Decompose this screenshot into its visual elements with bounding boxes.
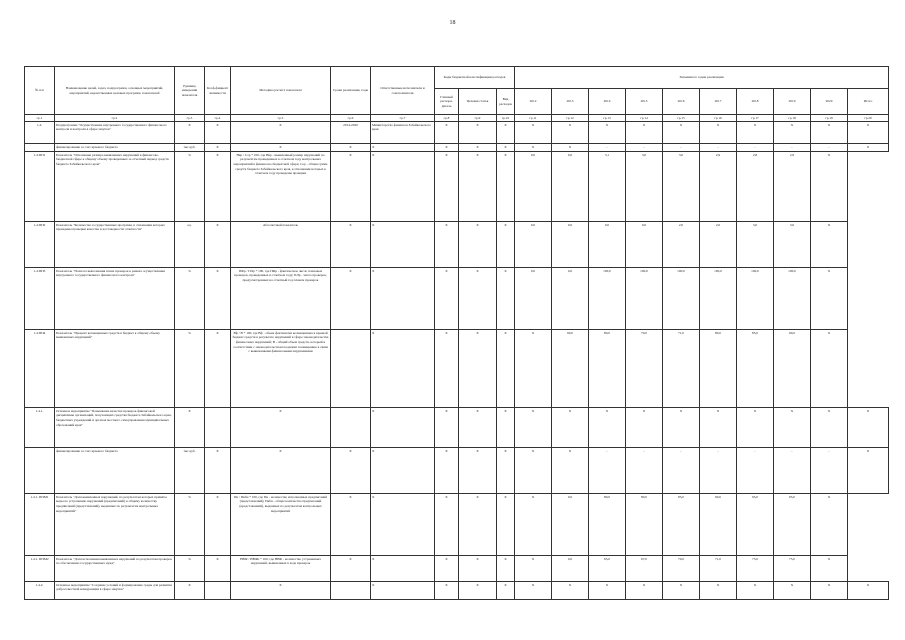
table-cell: 100,0 bbox=[737, 268, 774, 330]
column-number: гр.2 bbox=[55, 115, 175, 122]
table-cell: тыс.руб. bbox=[175, 144, 205, 152]
page-number: 18 bbox=[449, 20, 456, 26]
table-cell: X bbox=[552, 408, 589, 448]
table-cell: 1.4.ПП3 bbox=[25, 268, 55, 330]
table-cell: X bbox=[205, 144, 231, 152]
table-cell: 90,0 bbox=[774, 330, 811, 408]
table-cell: X bbox=[589, 122, 626, 144]
table-cell: 0,0 bbox=[515, 152, 552, 222]
table-cell: 80,0 bbox=[700, 330, 737, 408]
table-cell: 90,0 bbox=[552, 330, 589, 408]
column-number: гр.17 bbox=[737, 115, 774, 122]
table-cell: 100,0 bbox=[663, 268, 700, 330]
table-cell: 100,0 bbox=[589, 268, 626, 330]
table-cell: - bbox=[663, 144, 700, 152]
table-cell: Министерство финансов Забайкальского края bbox=[371, 122, 435, 144]
table-cell: % bbox=[175, 330, 205, 408]
column-number: гр.14 bbox=[626, 115, 663, 122]
table-cell: X bbox=[331, 144, 371, 152]
table-cell: 2,8 bbox=[737, 152, 774, 222]
table-cell: 2,0 bbox=[663, 222, 700, 268]
table-cell: X bbox=[231, 582, 331, 600]
table-cell: X bbox=[459, 448, 497, 494]
table-cell: 1.4.1. bbox=[25, 408, 55, 448]
table-cell bbox=[331, 582, 371, 600]
table-cell: X bbox=[848, 448, 889, 494]
table-cell: 90,0 bbox=[700, 494, 737, 556]
table-cell: X bbox=[435, 122, 459, 144]
column-number: гр.13 bbox=[589, 115, 626, 122]
table-cell: Нвр / Сор * 100, где Нвр - выявленный размер нарушений по результатам проведенных в отчетном году контрольных мероприятий в финансово-бюджетной сфере; Сор - общая сумма средств бюджета Забайкальского края, в отношении которых в отчетном году проведены проверки bbox=[231, 152, 331, 222]
table-cell: % bbox=[175, 268, 205, 330]
table-cell: 0,0 bbox=[626, 222, 663, 268]
table-cell bbox=[25, 144, 55, 152]
header-year: 2015 bbox=[626, 89, 663, 115]
table-cell: X bbox=[848, 122, 889, 144]
header-budget-col: Вид расходов bbox=[497, 89, 515, 115]
table-cell: X bbox=[331, 494, 371, 556]
table-cell: X bbox=[175, 408, 205, 448]
table-cell: - bbox=[811, 144, 848, 152]
table-cell: 1.4.1. ППМ1 bbox=[25, 494, 55, 556]
table-cell: X bbox=[552, 448, 589, 494]
table-cell: финансирование за счет краевого бюджета bbox=[55, 144, 175, 152]
column-number: гр.1 bbox=[25, 115, 55, 122]
table-cell: 1.4. bbox=[25, 122, 55, 144]
table-cell: - bbox=[811, 448, 848, 494]
table-cell: X bbox=[848, 144, 889, 152]
table-cell bbox=[25, 448, 55, 494]
table-cell: X bbox=[552, 582, 589, 600]
table-cell: Подпрограмма "Осуществление внутреннего государственного финансового контроля и контроля в сфере закупок" bbox=[55, 122, 175, 144]
column-number: гр.15 bbox=[663, 115, 700, 122]
column-number: гр.9 bbox=[459, 115, 497, 122]
table-cell: X bbox=[435, 144, 459, 152]
table-cell: X bbox=[589, 408, 626, 448]
table-cell: X bbox=[811, 122, 848, 144]
header-years-group: Значения по годам реализации bbox=[515, 67, 889, 89]
table-cell: 1.4.ПП1 bbox=[25, 152, 55, 222]
table-cell: - bbox=[589, 448, 626, 494]
table-cell: X bbox=[371, 582, 435, 600]
table-cell: 3,0 bbox=[663, 152, 700, 222]
table-cell: тыс.руб. bbox=[175, 448, 205, 494]
table-cell: X bbox=[811, 222, 848, 268]
table-cell: X bbox=[497, 144, 515, 152]
table-cell: X bbox=[626, 408, 663, 448]
table-cell: X bbox=[626, 122, 663, 144]
table-cell: X bbox=[774, 408, 811, 448]
table-cell: X bbox=[497, 556, 515, 582]
table-cell: 75,0 bbox=[737, 556, 774, 582]
header-year: 2019 bbox=[774, 89, 811, 115]
table-cell: X bbox=[435, 268, 459, 330]
table-cell: X bbox=[459, 408, 497, 448]
table-cell: X bbox=[848, 408, 889, 448]
table-cell: 85,0 bbox=[663, 494, 700, 556]
table-cell: X bbox=[497, 152, 515, 222]
table-cell: X bbox=[811, 330, 848, 408]
table-cell: X bbox=[515, 330, 552, 408]
table-cell: Показатель "Полнота выполнения плана проверок в рамках осуществления внутреннего государственного финансового контроля" bbox=[55, 268, 175, 330]
header-executor: Ответственные исполнители и соисполнители bbox=[371, 67, 435, 115]
table-cell: 95,0 bbox=[774, 494, 811, 556]
table-cell: X bbox=[435, 448, 459, 494]
column-number: гр.4 bbox=[205, 115, 231, 122]
table-cell: 0,0 bbox=[552, 222, 589, 268]
table-cell: Показатель "Доля исполнения выявленных нарушений по результатам проверок по обеспечению государственных нужд" bbox=[55, 556, 175, 582]
header-row-top bbox=[25, 67, 889, 89]
table-cell: X bbox=[175, 122, 205, 144]
column-number: гр.5 bbox=[231, 115, 331, 122]
table-cell: X bbox=[459, 152, 497, 222]
header-year: Итого bbox=[848, 89, 889, 115]
table-cell bbox=[205, 582, 231, 600]
table-cell: 80,0 bbox=[626, 494, 663, 556]
program-table-wrapper bbox=[24, 66, 884, 600]
table-cell: 85,0 bbox=[737, 330, 774, 408]
table-cell: X bbox=[811, 408, 848, 448]
table-cell: X bbox=[700, 122, 737, 144]
header-unit: Единица измерения показателя bbox=[175, 67, 205, 115]
table-cell: X bbox=[737, 582, 774, 600]
table-cell: - bbox=[700, 448, 737, 494]
table-cell: 71,0 bbox=[700, 556, 737, 582]
table-row bbox=[25, 556, 889, 582]
table-cell bbox=[205, 408, 231, 448]
table-cell: X bbox=[175, 582, 205, 600]
header-no: № п/п bbox=[25, 67, 55, 115]
table-cell: X bbox=[700, 582, 737, 600]
column-number: гр.8 bbox=[435, 115, 459, 122]
table-cell: 75,0 bbox=[774, 556, 811, 582]
table-cell: 3,0 bbox=[737, 222, 774, 268]
table-body bbox=[25, 122, 889, 600]
header-year: 2012 bbox=[515, 89, 552, 115]
table-cell: - bbox=[737, 144, 774, 152]
table-cell: 0,0 bbox=[515, 268, 552, 330]
table-cell: - bbox=[774, 448, 811, 494]
header-method: Методика расчета показателя bbox=[231, 67, 331, 115]
table-cell: X bbox=[331, 222, 371, 268]
table-cell: X bbox=[205, 330, 231, 408]
table-cell: X bbox=[371, 152, 435, 222]
table-row bbox=[25, 122, 889, 144]
table-cell: X bbox=[231, 144, 331, 152]
header-year: 2017 bbox=[700, 89, 737, 115]
table-cell: - bbox=[626, 144, 663, 152]
program-indicators-table bbox=[24, 66, 889, 600]
table-cell: X bbox=[589, 582, 626, 600]
table-cell: 95,0 bbox=[737, 494, 774, 556]
column-number: гр.6 bbox=[331, 115, 371, 122]
column-number-row bbox=[25, 115, 889, 122]
table-row bbox=[25, 494, 889, 556]
table-cell: 1.4.ПП2 bbox=[25, 222, 55, 268]
column-number: гр.18 bbox=[774, 115, 811, 122]
table-cell: % bbox=[175, 556, 205, 582]
table-cell: 0,0 bbox=[552, 556, 589, 582]
table-cell: X bbox=[435, 582, 459, 600]
table-cell: X bbox=[371, 448, 435, 494]
table-cell: X bbox=[371, 494, 435, 556]
table-cell: Показатель "Количество государственных программ, в отношении которых проведены проверки качества и достоверности отчетности" bbox=[55, 222, 175, 268]
table-cell: Абсолютный показатель bbox=[231, 222, 331, 268]
table-row bbox=[25, 408, 889, 448]
header-name: Наименование целей, задач, подпрограмм, основных мероприятий, мероприятий, ведомственных целевых программ, показателей bbox=[55, 67, 175, 115]
table-cell: X bbox=[371, 144, 435, 152]
table-cell: X bbox=[811, 152, 848, 222]
table-cell: X bbox=[515, 144, 552, 152]
table-cell: X bbox=[459, 122, 497, 144]
table-cell: НВФ / НВФп * 100, где НВФ - количество устраненных нарушений, выявленных в ходе проверок bbox=[231, 556, 331, 582]
table-row bbox=[25, 448, 889, 494]
table-cell: - bbox=[774, 144, 811, 152]
column-number: гр.3 bbox=[175, 115, 205, 122]
table-cell: X bbox=[515, 582, 552, 600]
table-cell: X bbox=[663, 408, 700, 448]
table-cell: Показатель "Доля выявленных нарушений, по результатам которых приняты меры по устранению нарушений (предписаний) к общему количеству предписаний (представлений), выданных по результатам контрольных мероприятий" bbox=[55, 494, 175, 556]
table-cell: X bbox=[205, 268, 231, 330]
table-cell: X bbox=[435, 330, 459, 408]
table-cell: X bbox=[515, 556, 552, 582]
table-cell: 0,0 bbox=[552, 494, 589, 556]
table-cell: X bbox=[497, 494, 515, 556]
table-cell bbox=[331, 330, 371, 408]
table-cell: X bbox=[700, 408, 737, 448]
table-cell: % bbox=[175, 494, 205, 556]
table-cell: X bbox=[515, 122, 552, 144]
table-cell: X bbox=[811, 494, 848, 556]
table-cell: X bbox=[205, 556, 231, 582]
table-cell: X bbox=[371, 408, 435, 448]
table-cell: 0,0 bbox=[552, 268, 589, 330]
table-cell: 100,0 bbox=[626, 268, 663, 330]
header-year: 2014 bbox=[589, 89, 626, 115]
table-cell: X bbox=[459, 222, 497, 268]
table-cell: 70,0 bbox=[626, 330, 663, 408]
table-cell: X bbox=[774, 122, 811, 144]
table-cell: X bbox=[331, 448, 371, 494]
table-cell: 1.4.1. ППМ2 bbox=[25, 556, 55, 582]
table-cell: X bbox=[459, 556, 497, 582]
table-cell: 70,0 bbox=[663, 556, 700, 582]
table-cell: X bbox=[663, 582, 700, 600]
table-cell: 0,0 bbox=[589, 222, 626, 268]
table-cell: финансирование за счет краевого бюджета bbox=[55, 448, 175, 494]
table-row bbox=[25, 152, 889, 222]
table-cell: - bbox=[737, 448, 774, 494]
header-coef: Коэф-фициент значимости bbox=[205, 67, 231, 115]
table-cell: X bbox=[459, 582, 497, 600]
table-cell: 0,0 bbox=[552, 152, 589, 222]
table-cell: 3,1 bbox=[589, 152, 626, 222]
table-cell: X bbox=[205, 122, 231, 144]
table-cell: - bbox=[700, 144, 737, 152]
table-cell: 2,0 bbox=[700, 222, 737, 268]
table-cell: X bbox=[459, 144, 497, 152]
table-cell: 0,0 bbox=[515, 222, 552, 268]
table-cell: 80,0 bbox=[589, 494, 626, 556]
table-cell: 2,9 bbox=[700, 152, 737, 222]
table-cell: Показатель "Процент возмещенных средств в бюджет к общему объему выявленных нарушений" bbox=[55, 330, 175, 408]
header-period: Сроки реализации, годы bbox=[331, 67, 371, 115]
table-cell: ед. bbox=[175, 222, 205, 268]
table-cell: 1.4.2. bbox=[25, 582, 55, 600]
table-cell: Показатель "Отношение размера выявленных нарушений в финансово-бюджетной сфере к общему объему проверенных за отчетный период средств бюджета Забайкальского края" bbox=[55, 152, 175, 222]
column-number: гр.19 bbox=[811, 115, 848, 122]
column-number: гр.10 bbox=[497, 115, 515, 122]
column-number: гр.12 bbox=[552, 115, 589, 122]
header-year: 2018 bbox=[737, 89, 774, 115]
table-row bbox=[25, 222, 889, 268]
table-cell: X bbox=[435, 222, 459, 268]
table-cell: X bbox=[231, 122, 331, 144]
header-budget-group: Коды бюджетной классификации расходов bbox=[435, 67, 515, 89]
table-cell: - bbox=[663, 448, 700, 494]
table-cell: X bbox=[774, 582, 811, 600]
table-cell: X bbox=[371, 268, 435, 330]
table-cell: X bbox=[515, 408, 552, 448]
table-cell: 2,9 bbox=[774, 152, 811, 222]
table-cell: % bbox=[175, 152, 205, 222]
header-budget-col: Целевая статья bbox=[459, 89, 497, 115]
table-cell: X bbox=[497, 448, 515, 494]
table-cell: X bbox=[515, 494, 552, 556]
table-cell: 1.4.ПП4 bbox=[25, 330, 55, 408]
table-cell: X bbox=[497, 408, 515, 448]
table-cell: X bbox=[231, 408, 331, 448]
table-cell: X bbox=[331, 152, 371, 222]
column-number: гр.7 bbox=[371, 115, 435, 122]
table-cell: X bbox=[435, 556, 459, 582]
header-year: 2016 bbox=[663, 89, 700, 115]
table-cell: X bbox=[435, 494, 459, 556]
table-cell: X bbox=[811, 582, 848, 600]
table-cell: 80,0 bbox=[589, 330, 626, 408]
table-cell: X bbox=[737, 122, 774, 144]
table-cell: X bbox=[371, 330, 435, 408]
table-cell: X bbox=[459, 268, 497, 330]
table-cell: 3,0 bbox=[774, 222, 811, 268]
table-cell: X bbox=[497, 330, 515, 408]
table-cell: Вф / В * 100, где Вф - объем фактически возмещенных в краевой бюджет средств в результате нарушений в сфере законодательства финансовых нарушений; В - общий объем средств, который в соответствии с законодательством подлежит возмещению в связи с выявленными финансовыми нарушениями bbox=[231, 330, 331, 408]
table-cell: X bbox=[205, 222, 231, 268]
table-row bbox=[25, 144, 889, 152]
table-cell: 67,0 bbox=[626, 556, 663, 582]
table-cell: Пн / Пвбн * 100, где Пн - количество исполненных предписаний (представлений); Пвбн - общее количество предписаний (представлений), выданных по результатам контрольных мероприятий bbox=[231, 494, 331, 556]
table-cell: X bbox=[811, 556, 848, 582]
table-row bbox=[25, 330, 889, 408]
table-cell: X bbox=[848, 582, 889, 600]
table-cell: X bbox=[205, 448, 231, 494]
table-cell: X bbox=[205, 494, 231, 556]
table-cell: 100,0 bbox=[700, 268, 737, 330]
table-cell: X bbox=[811, 268, 848, 330]
table-cell: X bbox=[552, 122, 589, 144]
header-budget-col: Главный распоря-дитель bbox=[435, 89, 459, 115]
column-number: гр.16 bbox=[700, 115, 737, 122]
table-cell: X bbox=[331, 268, 371, 330]
table-cell: X bbox=[459, 330, 497, 408]
table-cell: X bbox=[371, 556, 435, 582]
table-cell bbox=[331, 408, 371, 448]
table-cell: 100,0 bbox=[774, 268, 811, 330]
table-cell: X bbox=[552, 144, 589, 152]
table-cell: X bbox=[515, 448, 552, 494]
table-cell: X bbox=[371, 222, 435, 268]
table-cell: 3,0 bbox=[626, 152, 663, 222]
table-row bbox=[25, 268, 889, 330]
column-number: гр.20 bbox=[848, 115, 889, 122]
table-cell: Основное мероприятие "Повышение качества проверок финансовой дисциплины организаций, получающих средства бюджета Забайкальского края, бюджетных учреждений и органов местного самоуправления муниципальных образований края" bbox=[55, 408, 175, 448]
table-cell: X bbox=[737, 408, 774, 448]
table-cell: X bbox=[497, 268, 515, 330]
table-cell: - bbox=[589, 144, 626, 152]
table-cell: 65,0 bbox=[589, 556, 626, 582]
table-cell: X bbox=[497, 582, 515, 600]
table-cell: X bbox=[435, 408, 459, 448]
header-year: 2020 bbox=[811, 89, 848, 115]
table-cell: X bbox=[231, 448, 331, 494]
table-cell: X bbox=[459, 494, 497, 556]
table-cell: X bbox=[497, 222, 515, 268]
table-cell: X bbox=[331, 556, 371, 582]
column-number: гр.11 bbox=[515, 115, 552, 122]
table-cell: ПФр / ПЛр * 100, где ПФр - фактическое число плановых проверок, проведенных в отчетном году; ПЛр - число проверок, предусмотренных на отчетный год планом проверок bbox=[231, 268, 331, 330]
table-cell: X bbox=[205, 152, 231, 222]
table-cell: X bbox=[497, 122, 515, 144]
table-cell: - bbox=[626, 448, 663, 494]
table-cell: X bbox=[626, 582, 663, 600]
table-row bbox=[25, 582, 889, 600]
table-cell: X bbox=[663, 122, 700, 144]
header-year: 2013 bbox=[552, 89, 589, 115]
table-cell: 71,0 bbox=[663, 330, 700, 408]
table-cell: 2014-2020 bbox=[331, 122, 371, 144]
table-cell: Основное мероприятие "Создание условий и формирование среды для развития добросовестной конкуренции в сфере закупок" bbox=[55, 582, 175, 600]
table-cell: X bbox=[435, 152, 459, 222]
